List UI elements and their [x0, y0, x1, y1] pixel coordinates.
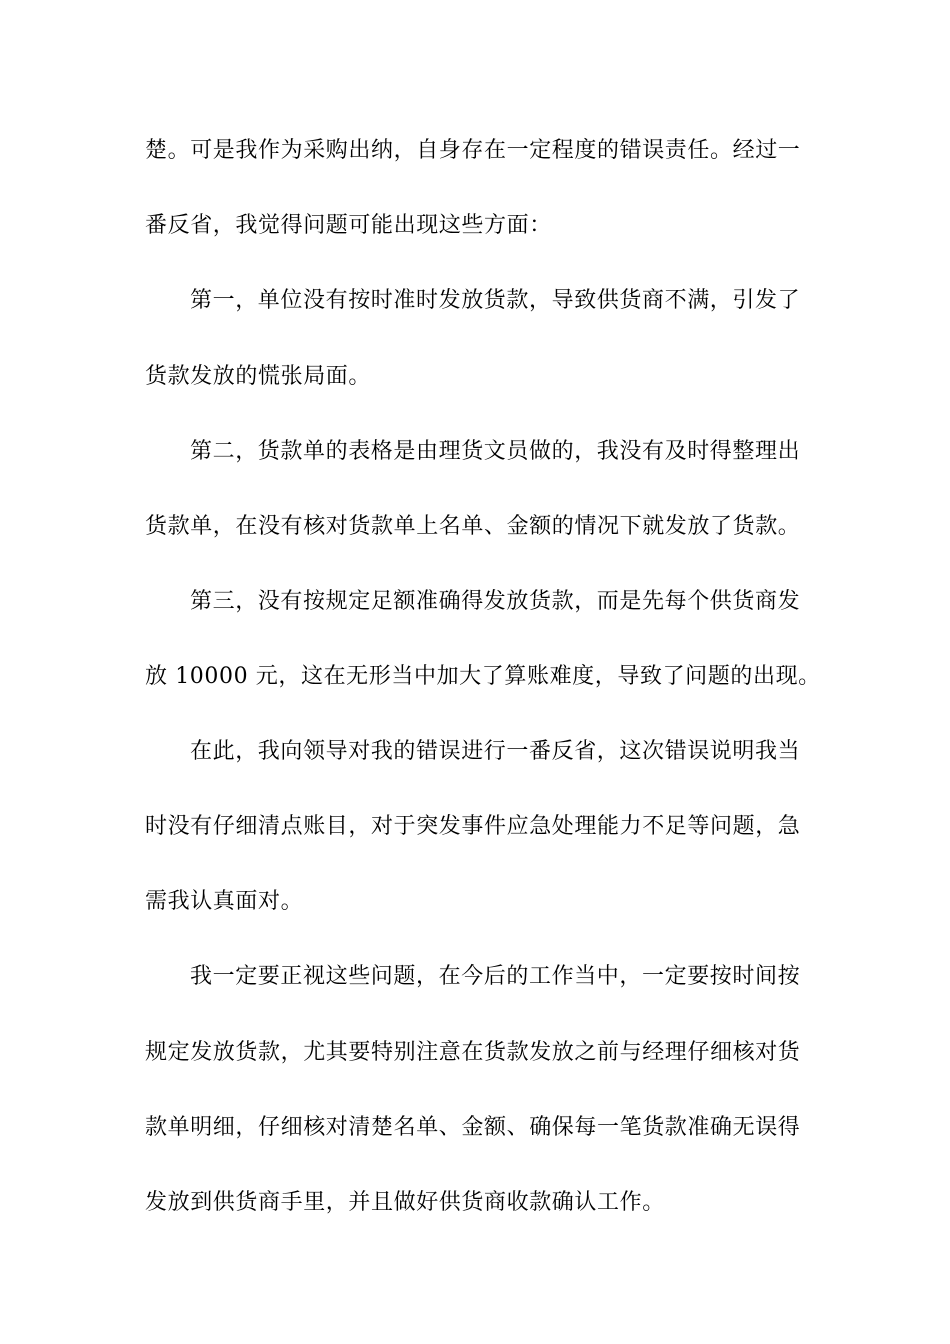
paragraph-line-15: 发放到供货商手里，并且做好供货商收款确认工作。 [145, 1190, 665, 1215]
paragraph-line-1: 楚。可是我作为采购出纳，自身存在一定程度的错误责任。经过一 [145, 138, 801, 163]
paragraph-line-12: 我一定要正视这些问题，在今后的工作当中，一定要按时间按 [190, 964, 801, 989]
paragraph-line-5: 第二，货款单的表格是由理货文员做的，我没有及时得整理出 [190, 439, 801, 464]
paragraph-line-4: 货款发放的慌张局面。 [145, 364, 372, 389]
paragraph-line-6: 货款单，在没有核对货款单上名单、金额的情况下就发放了货款。 [145, 514, 801, 539]
paragraph-line-14: 款单明细，仔细核对清楚名单、金额、确保每一笔货款准确无误得 [145, 1115, 801, 1140]
paragraph-line-3: 第一，单位没有按时准时发放货款，导致供货商不满，引发了 [190, 288, 801, 313]
paragraph-line-10: 时没有仔细清点账目，对于突发事件应急处理能力不足等问题，急 [145, 814, 801, 839]
paragraph-line-9: 在此，我向领导对我的错误进行一番反省，这次错误说明我当 [190, 739, 801, 764]
paragraph-line-2: 番反省，我觉得问题可能出现这些方面： [145, 213, 552, 238]
paragraph-line-7: 第三，没有按规定足额准确得发放货款，而是先每个供货商发 [190, 589, 801, 614]
paragraph-line-8: 放 10000 元，这在无形当中加大了算账难度，导致了问题的出现。 [145, 664, 821, 689]
paragraph-line-13: 规定发放货款，尤其要特别注意在货款发放之前与经理仔细核对货 [145, 1040, 801, 1065]
paragraph-line-11: 需我认真面对。 [145, 889, 304, 914]
